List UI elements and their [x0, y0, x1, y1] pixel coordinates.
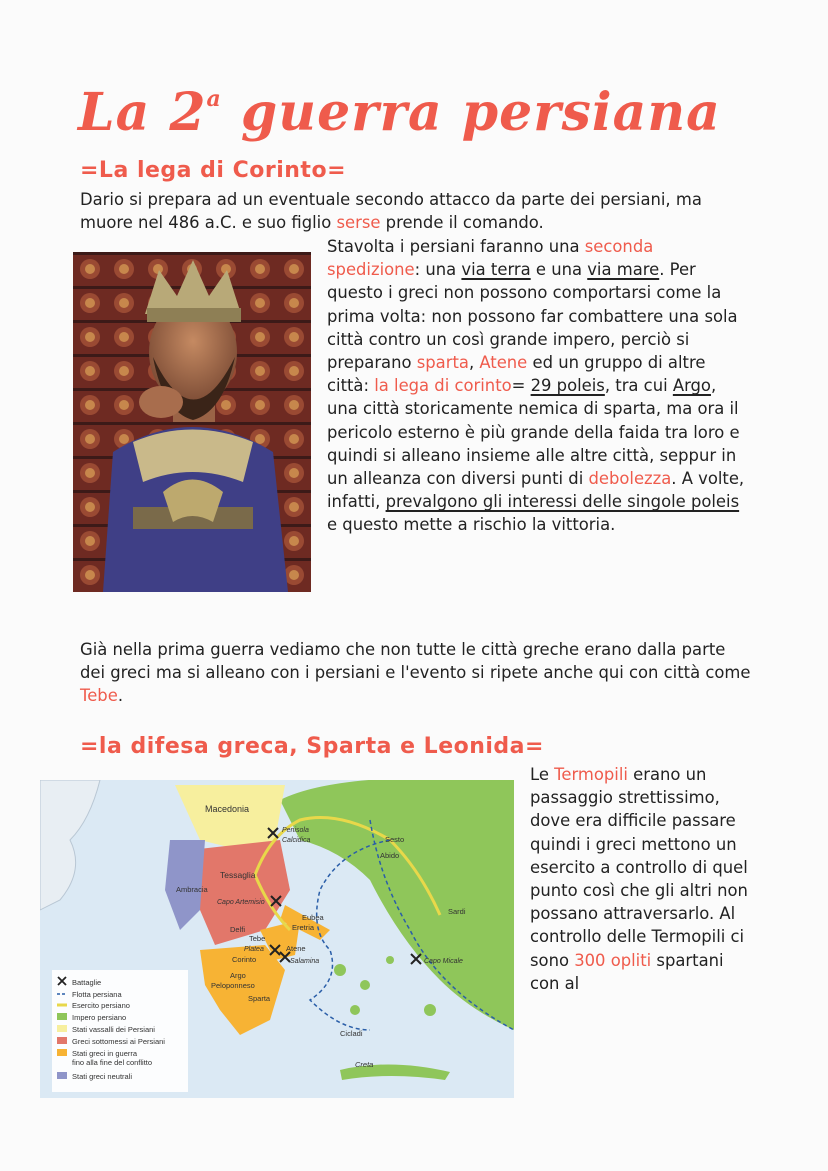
- highlight-termopili: Termopili: [554, 765, 628, 784]
- svg-text:Esercito persiano: Esercito persiano: [72, 1001, 130, 1010]
- svg-text:Flotta persiana: Flotta persiana: [72, 990, 122, 999]
- title-rest: guerra persiana: [221, 82, 721, 143]
- svg-text:Sardi: Sardi: [448, 907, 466, 916]
- svg-text:Sparta: Sparta: [248, 994, 271, 1003]
- intro-paragraph: Dario si prepara ad un eventuale secondo attacco da parte dei persiani, ma muore nel 486 a.C. e suo figlio serse prende il comando.: [80, 190, 702, 233]
- svg-text:Macedonia: Macedonia: [205, 804, 250, 814]
- section-heading-lega-corinto: =La lega di Corinto=: [80, 158, 346, 183]
- svg-text:Battaglie: Battaglie: [72, 978, 102, 987]
- underline-argo: Argo: [672, 376, 711, 396]
- highlight-tebe: Tebe: [80, 686, 118, 706]
- svg-text:Stati greci in guerra: Stati greci in guerra: [72, 1049, 138, 1058]
- highlight-seconda-spedizione: seconda spedizione: [327, 237, 654, 280]
- svg-text:Salamina: Salamina: [290, 958, 320, 965]
- highlight-debolezza: debolezza: [588, 469, 672, 489]
- highlight-serse: serse: [336, 213, 381, 233]
- lega-corinto-paragraph: Stavolta i persiani faranno una seconda spedizione: una via terra e una via mare. Per questo i greci non possono comportarsi come la prima volta: non possono far combattere una sola città contro un così grande impero, perciò si preparano sparta, Atene ed un gruppo di altre città: la lega di corinto= 29 poleis, tra cui Argo, una città storicamente nemica di sparta, ma ora il pericolo esterno è più grande della faida tra loro e quindi si alleano insieme alle altre città, seppur in un alleanza con diversi punti di debolezza. A volte, infatti, prevalgono gli interessi delle singole poleis e questo mette a rischio la vittoria.: [327, 237, 745, 535]
- svg-text:Argo: Argo: [230, 971, 246, 980]
- svg-text:Impero persiano: Impero persiano: [72, 1013, 127, 1022]
- svg-text:Corinto: Corinto: [232, 955, 257, 964]
- highlight-300-opliti: 300 opliti: [574, 950, 652, 970]
- highlight-atene: Atene: [479, 353, 528, 373]
- svg-text:Stati greci neutrali: Stati greci neutrali: [72, 1072, 133, 1081]
- svg-text:fino alla fine del conflitto: fino alla fine del conflitto: [72, 1058, 153, 1067]
- svg-text:Capo Artemisio: Capo Artemisio: [217, 899, 265, 906]
- svg-text:Ambracia: Ambracia: [176, 885, 208, 894]
- svg-text:Abido: Abido: [380, 851, 400, 860]
- page-title: [78, 82, 721, 143]
- svg-text:Delfi: Delfi: [230, 925, 246, 934]
- persian-war-map: [40, 780, 514, 1098]
- svg-text:Eretria: Eretria: [292, 923, 315, 932]
- svg-text:Eubea: Eubea: [302, 913, 324, 922]
- svg-text:Peloponneso: Peloponneso: [211, 981, 255, 990]
- xerxes-portrait: [73, 252, 311, 592]
- underline-via-mare: via mare: [587, 260, 660, 280]
- title-main: La 2: [78, 82, 207, 143]
- highlight-lega-corinto: la lega di corinto: [374, 376, 512, 396]
- svg-text:Stati vassalli dei Persiani: Stati vassalli dei Persiani: [72, 1025, 155, 1034]
- svg-text:Tebe: Tebe: [249, 934, 266, 943]
- svg-text:Platea: Platea: [244, 946, 264, 953]
- svg-text:Creta: Creta: [355, 1060, 374, 1069]
- underline-29-poleis: 29 poleis: [530, 376, 605, 396]
- svg-text:Atene: Atene: [286, 944, 306, 953]
- svg-text:Cicladi: Cicladi: [340, 1029, 363, 1038]
- underline-interessi-poleis: prevalgono gli interessi delle singole poleis: [385, 492, 740, 512]
- svg-text:Capo Micale: Capo Micale: [424, 958, 463, 965]
- svg-text:Penisola: Penisola: [282, 827, 309, 834]
- section-heading-difesa-greca: =la difesa greca, Sparta e Leonida=: [80, 734, 544, 759]
- map-legend: [52, 970, 188, 1092]
- svg-text:Sesto: Sesto: [385, 835, 405, 844]
- svg-text:Tessaglia: Tessaglia: [220, 870, 256, 880]
- svg-text:Greci sottomessi ai Persiani: Greci sottomessi ai Persiani: [72, 1037, 165, 1046]
- svg-text:Calcidica: Calcidica: [282, 837, 311, 844]
- closing-paragraph: Già nella prima guerra vediamo che non tutte le città greche erano dalla parte dei greci ma si alleano con i persiani e l'evento si ripete anche qui con città come Tebe.: [80, 640, 751, 706]
- termopili-paragraph: Le Termopili erano un passaggio strettissimo, dove era difficile passare quindi i greci mettono un esercito a controllo di quel punto così che gli altri non possano attraversarlo. Al controllo delle Termopili ci sono 300 opliti spartani con al: [530, 765, 748, 993]
- underline-via-terra: via terra: [461, 260, 531, 280]
- highlight-sparta: sparta: [416, 353, 469, 373]
- title-superscript: a: [206, 85, 222, 112]
